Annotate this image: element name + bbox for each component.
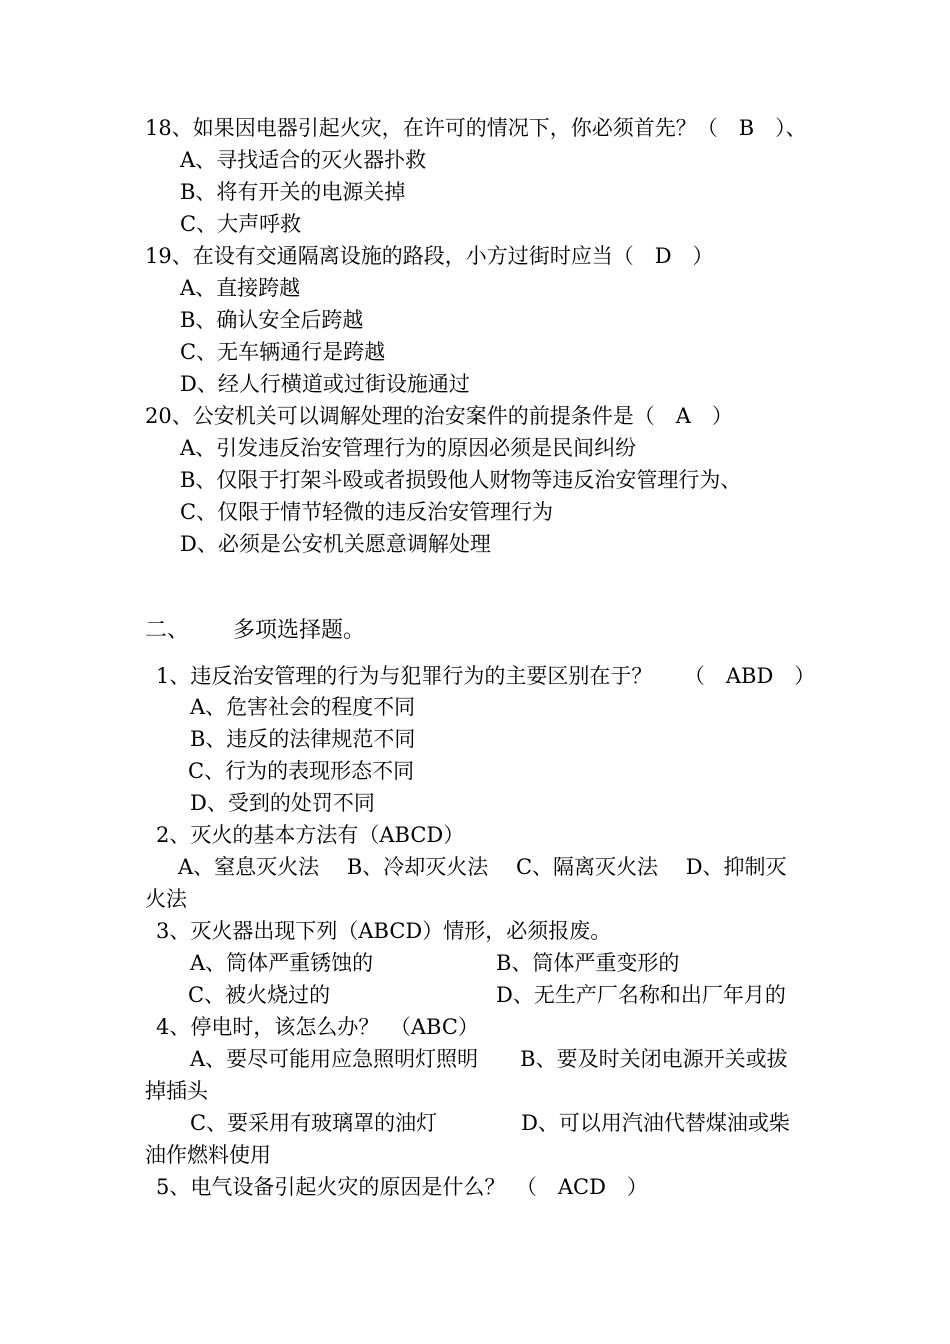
multi-question-2: 2、灭火的基本方法有（ABCD） [156,823,465,847]
q20-option-c: C、仅限于情节轻微的违反治安管理行为 [180,500,554,524]
m3-option-b: B、筒体严重变形的 [496,951,680,975]
q19-option-d: D、经人行横道或过街设施通过 [180,372,470,396]
section-title: 多项选择题。 [233,618,366,643]
q20-option-a: A、引发违反治安管理行为的原因必须是民间纠纷 [180,436,637,460]
multi-question-3: 3、灭火器出现下列（ABCD）情形，必须报废。 [156,919,612,943]
q19-option-a: A、直接跨越 [180,276,301,300]
question-20: 20、公安机关可以调解处理的治安案件的前提条件是（ A ） [145,404,733,428]
m3-option-c: C、被火烧过的 [188,983,331,1007]
q20-option-d: D、必须是公安机关愿意调解处理 [180,532,491,556]
m1-option-a: A、危害社会的程度不同 [190,695,416,719]
m1-option-d: D、受到的处罚不同 [190,791,375,815]
m2-options: A、窒息灭火法 B、冷却灭火法 C、隔离灭火法 D、抑制灭 [178,855,787,879]
question-19: 19、在设有交通隔离设施的路段，小方过街时应当（ D ） [145,244,714,268]
m2-options-wrap: 火法 [145,887,187,911]
q18-option-a: A、寻找适合的灭火器扑救 [180,148,427,172]
q18-option-b: B、将有开关的电源关掉 [180,180,406,204]
multi-question-1: 1、违反治安管理的行为与犯罪行为的主要区别在于？ （ ABD ） [156,664,816,688]
m1-option-c: C、行为的表现形态不同 [188,759,415,783]
section-heading [145,615,365,647]
q19-option-c: C、无车辆通行是跨越 [180,340,386,364]
m3-option-a: A、筒体严重锈蚀的 [190,951,374,975]
question-18: 18、如果因电器引起火灾，在许可的情况下，你必须首先？（ B ）、 [145,116,807,140]
section-number: 二、 [145,618,190,643]
m4-options-line1-wrap: 掉插头 [145,1079,208,1103]
m3-option-d: D、无生产厂名称和出厂年月的 [496,983,786,1007]
multi-question-4: 4、停电时，该怎么办？ （ABC） [156,1015,479,1039]
q18-option-c: C、大声呼救 [180,212,302,236]
m4-options-line1: A、要尽可能用应急照明灯照明 B、要及时关闭电源开关或拔 [190,1047,788,1071]
q20-option-b: B、仅限于打架斗殴或者损毁他人财物等违反治安管理行为、 [180,468,742,492]
m4-options-line2-wrap: 油作燃料使用 [145,1143,271,1167]
q19-option-b: B、确认安全后跨越 [180,308,364,332]
m1-option-b: B、违反的法律规范不同 [190,727,416,751]
m4-options-line2: C、要采用有玻璃罩的油灯 D、可以用汽油代替煤油或柴 [190,1111,790,1135]
multi-question-5: 5、电气设备引起火灾的原因是什么？ （ ACD ） [156,1175,648,1199]
